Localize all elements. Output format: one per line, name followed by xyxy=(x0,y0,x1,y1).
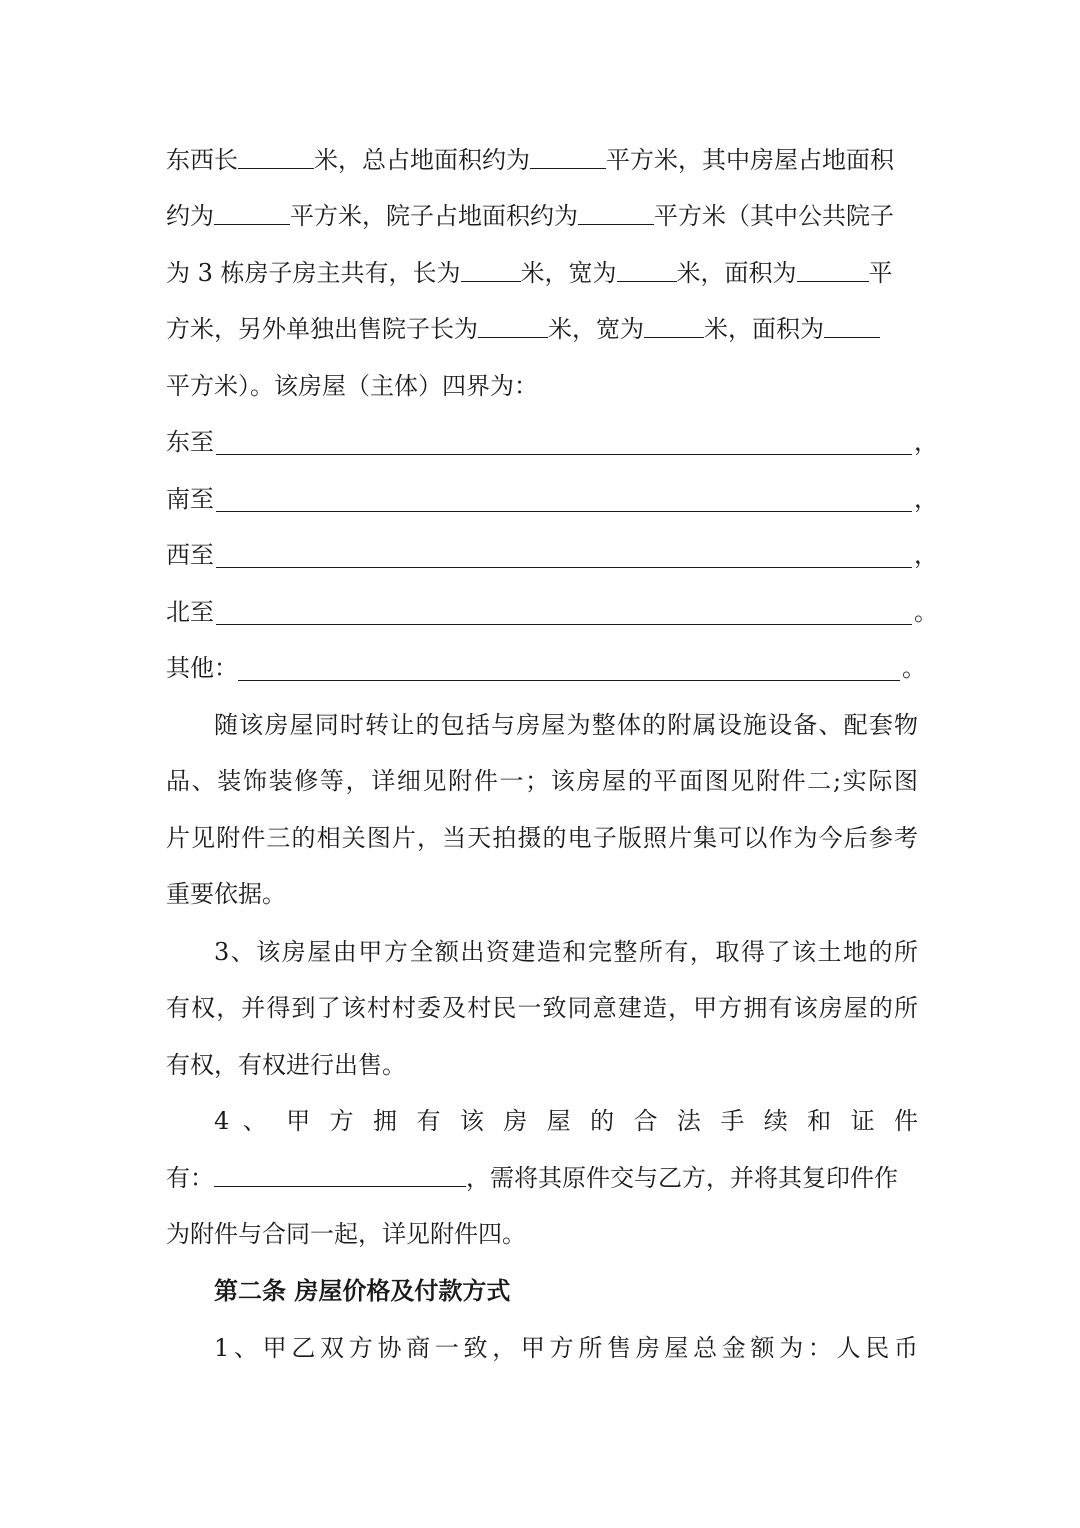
blank-field[interactable] xyxy=(578,196,654,225)
paragraph-line: 品、装饰装修等，详细见附件一；该房屋的平面图见附件二;实际图 xyxy=(166,767,918,795)
paragraph-line: 片见附件三的相关图片，当天拍摄的电子版照片集可以作为今后参考 xyxy=(166,824,918,852)
text-line-4: 方米，另外单独出售院子长为 米，宽为 米，面积为 xyxy=(166,309,918,349)
blank-field[interactable] xyxy=(216,567,912,568)
paragraph-line: 有权，并得到了该村村委及村民一致同意建造，甲方拥有该房屋的所 xyxy=(166,994,918,1022)
blank-field[interactable] xyxy=(214,1158,466,1187)
paragraph-line: 4 、 甲 方 拥 有 该 房 屋 的 合 法 手 续 和 证 件 xyxy=(214,1107,918,1135)
boundary-label: 北至 xyxy=(166,598,214,626)
text-line-5: 平方米）。该房屋（主体）四界为： xyxy=(166,372,538,400)
boundary-other: 其他： 。 xyxy=(166,654,926,682)
text-line-3: 为 3 栋房子房主共有，长为 米，宽为 米，面积为 平 xyxy=(166,253,918,293)
blank-field[interactable] xyxy=(216,624,912,625)
blank-field[interactable] xyxy=(530,140,606,169)
boundary-west: 西至 ， xyxy=(166,541,938,569)
paragraph-line: 重要依据。 xyxy=(166,880,286,908)
boundary-label: 东至 xyxy=(166,428,214,456)
blank-field[interactable] xyxy=(238,680,900,681)
article-heading: 第二条 房屋价格及付款方式 xyxy=(214,1276,511,1305)
blank-field[interactable] xyxy=(216,511,912,512)
other-label: 其他： xyxy=(166,654,238,682)
blank-field[interactable] xyxy=(461,253,521,282)
blank-field[interactable] xyxy=(238,140,314,169)
blank-field[interactable] xyxy=(617,253,677,282)
boundary-south: 南至 ， xyxy=(166,485,938,513)
blank-field[interactable] xyxy=(478,309,548,338)
paragraph-line: 1、甲乙双方协商一致，甲方所售房屋总金额为：人民币 xyxy=(214,1334,918,1362)
paragraph-line: 有权，有权进行出售。 xyxy=(166,1051,406,1079)
boundary-label: 南至 xyxy=(166,485,214,513)
text-line-2: 约为 平方米，院子占地面积约为 平方米（其中公共院子 xyxy=(166,196,918,236)
paragraph-line: 3、该房屋由甲方全额出资建造和完整所有，取得了该土地的所 xyxy=(214,938,918,966)
paragraph-line: 为附件与合同一起，详见附件四。 xyxy=(166,1220,526,1248)
paragraph-line: 随该房屋同时转让的包括与房屋为整体的附属设施设备、配套物 xyxy=(214,711,918,739)
blank-field[interactable] xyxy=(214,196,290,225)
text-line-1: 东西长 米，总占地面积约为 平方米，其中房屋占地面积 xyxy=(166,140,918,180)
paragraph-line: 有： ，需将其原件交与乙方，并将其复印件作 xyxy=(166,1158,918,1198)
blank-field[interactable] xyxy=(216,454,912,455)
boundary-east: 东至 ， xyxy=(166,428,938,456)
blank-field[interactable] xyxy=(797,253,869,282)
boundary-label: 西至 xyxy=(166,541,214,569)
boundary-north: 北至 。 xyxy=(166,598,938,626)
blank-field[interactable] xyxy=(644,309,704,338)
blank-field[interactable] xyxy=(824,309,880,338)
